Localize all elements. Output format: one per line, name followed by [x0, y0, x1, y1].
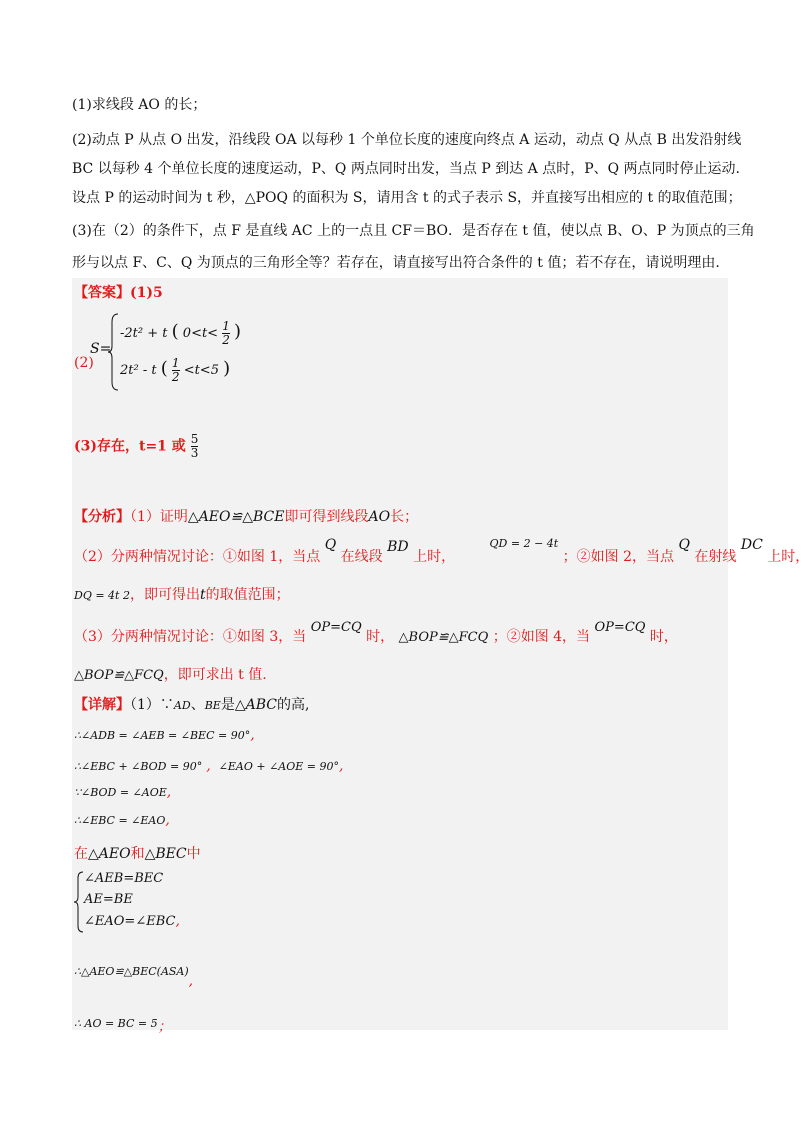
question-part-2-line-1: (2)动点 P 从点 O 出发，沿线段 OA 以每秒 1 个单位长度的速度向终点 A 运动，动点 Q 从点 B 出发沿射线 — [72, 132, 742, 148]
detail-math: ∠EAO + ∠AOE = 90° — [218, 760, 340, 773]
system-line-3 — [84, 913, 180, 929]
detail-math: ∴∠EBC = ∠EAO — [74, 814, 166, 827]
case-1-range-left: 0<t< — [182, 326, 219, 341]
detail-text: 是 — [220, 697, 235, 713]
detail-math: ∵∠BOD = ∠AOE — [74, 786, 167, 799]
analysis-text: 上时， — [413, 549, 456, 565]
detail-text: （1）∵ — [130, 697, 174, 713]
detail-line-8 — [74, 1012, 172, 1035]
answer-3 — [74, 433, 198, 460]
analysis-text: 时， — [649, 629, 678, 645]
half-fraction — [222, 320, 230, 347]
analysis-math: △AEO≌△BCE — [187, 509, 285, 525]
open-paren: ( — [171, 321, 179, 342]
detail-math: ∠EAO=∠EBC — [84, 914, 176, 929]
case-1-expression: -2t² + t — [120, 326, 168, 341]
case-2-expression: 2t² - t — [120, 363, 157, 378]
detail-math: AD — [173, 699, 191, 712]
detail-math: △ABC — [234, 697, 277, 713]
detail-line-4 — [74, 784, 171, 800]
detail-tag: 【详解】 — [74, 697, 130, 713]
analysis-text: 在射线 — [694, 549, 737, 565]
answer-2-prefix: (2) — [74, 355, 94, 371]
answer-3-text: (3)存在，t=1 或 — [74, 438, 186, 455]
analysis-text: （2）分两种情况讨论：①如图 1，当点 — [74, 549, 321, 565]
system-line-1: ∠AEB=BEC — [84, 871, 164, 886]
detail-line-5 — [74, 812, 170, 828]
answer-tag: 【答案】 — [74, 285, 130, 301]
analysis-math: △BOP≌△FCQ — [398, 630, 489, 645]
detail-punct: , — [175, 913, 180, 929]
half-fraction — [172, 357, 180, 384]
analysis-line-4 — [74, 620, 678, 646]
analysis-text: ，即可求出 t 值. — [163, 667, 267, 683]
detail-punct: ； — [157, 1019, 172, 1035]
question-part-3-line-1: (3)在（2）的条件下，点 F 是直线 AC 上的一点且 CF＝BO．是否存在 t 值，使以点 B、O、P 为顶点的三角 — [72, 223, 755, 239]
detail-text: 、 — [190, 697, 205, 713]
analysis-math: DQ = 4t 2 — [74, 589, 130, 602]
half-numerator: 1 — [222, 319, 230, 333]
analysis-math: DC — [740, 537, 763, 553]
analysis-text: 的取值范围； — [205, 587, 290, 603]
answer-line-1 — [74, 284, 163, 302]
answer-1-value: (1)5 — [130, 285, 163, 301]
analysis-line-5 — [74, 664, 267, 684]
analysis-line-1 — [74, 506, 418, 526]
detail-line-2 — [74, 727, 255, 743]
detail-punct: , — [339, 758, 344, 774]
analysis-line-2 — [74, 537, 809, 566]
detail-punct: , — [188, 973, 194, 989]
system-line-2: AE=BE — [84, 892, 133, 907]
case-2-range-right: <t<5 — [183, 363, 219, 378]
detail-line-3 — [74, 758, 343, 774]
fraction-numerator: 5 — [190, 432, 199, 446]
detail-math: △AEO — [88, 846, 131, 862]
detail-punct: , — [206, 758, 211, 774]
detail-text: 中 — [186, 846, 201, 862]
close-paren: ) — [223, 358, 231, 379]
analysis-text: （3）分两种情况讨论：①如图 3，当 — [74, 629, 307, 645]
analysis-tag: 【分析】 — [74, 509, 130, 525]
close-paren: ) — [234, 321, 242, 342]
half-denominator: 2 — [171, 370, 180, 384]
analysis-math: OP=CQ — [310, 620, 362, 635]
half-numerator: 1 — [171, 356, 180, 370]
analysis-text: （1）证明 — [130, 509, 188, 525]
detail-text: 和 — [130, 846, 145, 862]
detail-math: ∴∠EBC + ∠BOD = 90° — [74, 760, 203, 773]
detail-punct: , — [250, 727, 255, 743]
piecewise-brace-icon — [108, 312, 120, 392]
analysis-line-3 — [74, 584, 290, 604]
question-part-2-line-3: 设点 P 的运动时间为 t 秒，△POQ 的面积为 S，请用含 t 的式子表示 S，并直接写出相应的 t 的取值范围； — [72, 190, 742, 206]
analysis-math: Q — [678, 537, 690, 553]
analysis-text: 上时， — [767, 549, 809, 565]
detail-punct: , — [166, 784, 172, 800]
detail-math: △BEC — [144, 846, 187, 862]
detail-line-7 — [74, 963, 194, 989]
open-paren: ( — [160, 358, 168, 379]
analysis-math: BD — [387, 539, 409, 555]
system-brace-icon — [74, 870, 84, 934]
analysis-math: △BOP≌△FCQ — [74, 668, 164, 683]
detail-math: ∴ AO = BC = 5 — [74, 1017, 158, 1030]
analysis-math: t — [199, 587, 206, 603]
detail-line-6 — [74, 843, 201, 863]
detail-punct: , — [165, 812, 170, 828]
detail-math: BE — [204, 699, 221, 712]
analysis-math: Q — [324, 537, 337, 553]
detail-text: 在 — [74, 846, 88, 862]
analysis-text: 在线段 — [340, 549, 383, 565]
analysis-math: OP=CQ — [594, 620, 646, 635]
analysis-text: ，即可得出 — [129, 587, 200, 603]
half-denominator: 2 — [222, 333, 230, 347]
detail-math: ∴∠ADB = ∠AEB = ∠BEC = 90° — [74, 729, 251, 742]
piecewise-case-2 — [120, 357, 230, 384]
analysis-text: ；②如图 2，当点 — [562, 549, 675, 565]
analysis-text: 时， — [366, 629, 395, 645]
detail-math: ∴△AEO≌△BEC(ASA) — [74, 965, 189, 978]
s-equals: S= — [90, 341, 112, 357]
question-part-2-line-2: BC 以每秒 4 个单位长度的速度运动，P、Q 两点同时出发，当点 P 到达 A 点时，P、Q 两点同时停止运动. — [72, 161, 740, 177]
question-part-3-line-2: 形与以点 F、C、Q 为顶点的三角形全等？若存在，请直接写出符合条件的 t 值；若不存在，请说明理由. — [72, 255, 720, 271]
analysis-math: QD = 2 − 4t — [489, 537, 559, 550]
detail-text: 的高, — [276, 697, 310, 713]
analysis-math: AO — [368, 509, 391, 525]
detail-line-1 — [74, 694, 309, 714]
fraction-denominator: 3 — [190, 446, 199, 460]
analysis-text: ；②如图 4，当 — [492, 629, 591, 645]
analysis-text: 长； — [390, 509, 419, 525]
piecewise-case-1 — [120, 320, 241, 347]
analysis-text: 即可得到线段 — [284, 509, 369, 525]
answer-3-fraction — [191, 433, 199, 460]
question-part-1: (1)求线段 AO 的长； — [72, 97, 207, 113]
